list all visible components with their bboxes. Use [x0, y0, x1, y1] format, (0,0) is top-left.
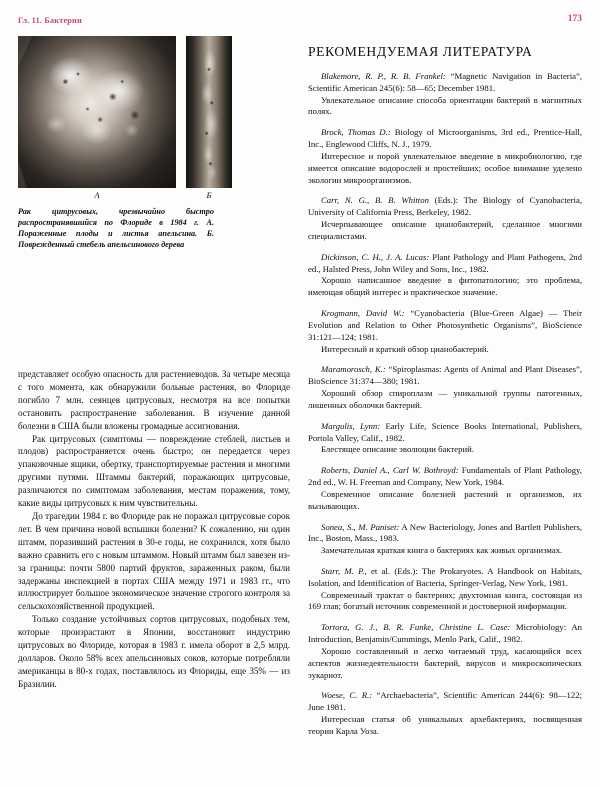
body-paragraph: Только создание устойчивых сортов цитрусовых, подобных тем, которые произрастают в Японии, восстановит индустрию цитрусовых во Флориде, которая в 1983 г. имела оборот в 2,5 млрд. долларов. Около 58% всех апельсиновых соков, которые потребляли американцы в 80-х годах, поставлялось из Флориды, еще 35% — из Бразилии.	[18, 614, 290, 689]
bibliography-entry	[308, 566, 582, 613]
left-column	[18, 36, 290, 251]
bibliography-citation	[308, 71, 582, 95]
bibliography-annotation: Интересный и краткий обзор цианобактерий.	[321, 343, 489, 354]
bibliography-citation	[308, 252, 582, 276]
bibliography-source: “Magnetic Navigation in Bacteria”, Scientific American 245(6): 58—65; December 1981.	[308, 71, 582, 93]
bibliography-citation	[308, 421, 582, 445]
bibliography-annotation: Исчерпывающее описание цианобактерий, сделанное многими специалистами.	[308, 219, 582, 241]
bibliography-annotation: Хороший обзор спироплазм — уникальной группы патогенных, лишенных оболочки бактерий.	[308, 388, 582, 410]
bibliography-authors: Dickinson, C. H., J. A. Lucas:	[321, 251, 430, 262]
bibliography-citation	[308, 622, 582, 646]
bibliography-entry	[308, 252, 582, 299]
bibliography-source: et al. (Eds.): The Prokaryotes. A Handbook on Habitats, Isolation, and Identification of Bacteria, Springer-Verlag, New York, 1981.	[308, 565, 582, 588]
bibliography-annotation: Хорошо составленный и легко читаемый труд, касающийся всех аспектов жизнедеятельности бактерий, вирусов и микроскопических эукариот.	[308, 645, 582, 680]
bibliography-entry	[308, 127, 582, 186]
photo-diseased-orange-fruit	[18, 36, 176, 188]
bibliography-annotation: Интересное и порой увлекательное введение в микробиологию, где имеется описание водорослей и простейших; особое внимание уделено экологии микроорганизмов.	[308, 150, 582, 185]
bibliography-source: Early Life, Science Books International, Publishers, Portola Valley, Calif., 1982.	[308, 420, 583, 443]
bibliography-citation	[308, 566, 582, 590]
plate-label-b: Б	[206, 190, 212, 200]
bibliography-entry	[308, 522, 582, 557]
bibliography-authors: Roberts, Daniel A., Carl W. Bothroyd:	[321, 465, 459, 476]
bibliography-entry	[308, 308, 582, 355]
figure-caption: Рак цитрусовых, чрезвычайно быстро распространявшийся по Флориде в 1984 г. А. Пораженные плоды и листья апельсина. Б. Поврежденный стебель апельсинового дерева	[18, 207, 214, 249]
bibliography-entry	[308, 690, 582, 737]
bibliography-authors: Tortora, G. J., B. R. Funke, Christine L. Case:	[321, 622, 511, 633]
figure-label-row	[18, 188, 290, 200]
bibliography-source: “Spiroplasmas: Agents of Animal and Plant Diseases”, BioScience 31:374—380; 1981.	[308, 364, 583, 387]
bibliography-citation	[308, 465, 582, 489]
bibliography-authors: Margulis, Lynn:	[321, 420, 381, 431]
bibliography-entry	[308, 622, 582, 681]
bibliography-source: Plant Pathology and Plant Pathogens, 2nd ed., Halsted Press, John Wiley and Sons, Inc., 1982.	[308, 251, 582, 274]
bibliography-entry	[308, 71, 582, 118]
figure-plate-row	[18, 36, 290, 188]
bibliography-authors: Blakemore, R. P., R. B. Frankel:	[321, 71, 446, 81]
running-head: Гл. 11. Бактерии	[18, 16, 82, 25]
body-paragraph: представляет особую опасность для растениеводов. За четыре месяца с того момента, как обнаружили больные растения, во Флориде погибло 7 млн. сеянцев цитрусовых, несмотря на все попытки остановить распространение заболевания. В изучение данной болезни в США были вложены громадные ассигнования.	[18, 369, 290, 431]
bibliography-authors: Starr, M. P.,	[321, 565, 367, 576]
bibliography-citation	[308, 364, 582, 388]
photo-damaged-orange-stem	[186, 36, 232, 188]
bibliography-citation	[308, 522, 582, 546]
page-number: 173	[567, 14, 582, 24]
bibliography-citation	[308, 127, 582, 151]
bibliography-annotation: Современное описание болезней растений и организмов, их вызывающих.	[308, 488, 582, 511]
bibliography-entry	[308, 364, 582, 411]
bibliography-authors: Brock, Thomas D.:	[321, 127, 391, 138]
bibliography-annotation: Замечательная краткая книга о бактериях как живых организмах.	[321, 545, 563, 556]
bibliography-source: “Archaebacteria”, Scientific American 244(6): 98—122; June 1981.	[308, 690, 583, 713]
bibliography-source: Biology of Microorganisms, 3rd ed., Prentice-Hall, Inc., Englewood Cliffs, N. J., 1979.	[308, 127, 582, 150]
body-paragraph: До трагедии 1984 г. во Флориде рак не поражал цитрусовые сорок лет. В чем причина новой вспышки болезни? К сожалению, ни один штамм, поразивший растения в 30-е годы, не сохранился, хотя было важно сравнить его с новым штаммом. Новый штамм был завезен из-за границы: почти 5800 партий фруктов, зараженных раком, были задержаны инспекцией в портах США между 1971 и 1983 гг., что иллюстрирует большое экономическое значение строгого контроля за сельскохозяйственной продукцией.	[18, 510, 290, 612]
bibliography-entry	[308, 195, 582, 242]
bibliography-citation	[308, 308, 582, 343]
right-column	[308, 44, 582, 747]
bibliography-authors: Maramorosch, K.:	[321, 364, 386, 375]
bibliography-authors: Krogmann, David W.:	[321, 308, 405, 319]
bibliography-annotation: Блестящее описание эволюции бактерий.	[321, 444, 474, 455]
body-text	[18, 368, 290, 691]
bibliography-source: A New Bacteriology, Jones and Bartlett Publishers, Inc., Boston, Mass., 1983.	[308, 521, 582, 544]
bibliography-list	[308, 71, 582, 738]
bibliography-source: (Eds.): The Biology of Cyanobacteria, University of California Press, Berkeley, 1982.	[308, 195, 582, 218]
body-paragraph: Рак цитрусовых (симптомы — повреждение стеблей, листьев и плодов) распространяется очень быстро; он передается через упаковочные ящики, обертку, транспортируемые растения и многими другими путями. Штаммы бактерий, поражающих цитрусовые, различаются по симптомам заболевания, местам поражения, тому, какие виды цитрусовых к ним чувствительны.	[18, 433, 290, 509]
bibliography-annotation: Хорошо написанное введение в фитопатологию; это проблема, имеющая общий интерес и практическое значение.	[308, 275, 582, 298]
bibliography-citation	[308, 195, 582, 219]
bibliography-authors: Sonea, S., M. Paniset:	[321, 521, 400, 532]
bibliography-heading: РЕКОМЕНДУЕМАЯ ЛИТЕРАТУРА	[308, 44, 533, 59]
plate-label-a: А	[94, 190, 100, 200]
bibliography-annotation: Современный трактат о бактериях; двухтомная книга, состоящая из 169 глав; богатый источник современной и достоверной информации.	[308, 589, 582, 612]
bibliography-source: “Cyanobacteria (Blue-Green Algae) — Their Evolution and Relation to Other Photosynthetic Organisms”, BioScience 31:121—124; 1981.	[308, 308, 582, 342]
bibliography-authors: Carr, N. G., B. B. Whitton	[321, 195, 429, 206]
bibliography-annotation: Увлекательное описание способа ориентации бактерий в магнитных полях.	[308, 94, 582, 117]
bibliography-source: Microbiology: An Introduction, Benjamin/Cummings, Menlo Park, Calif., 1982.	[308, 622, 582, 645]
bibliography-citation	[308, 690, 582, 714]
bibliography-annotation: Интересная статья об уникальных архебактериях, посвященная теории Карла Уоза.	[308, 714, 582, 736]
bibliography-entry	[308, 465, 582, 512]
bibliography-source: Fundamentals of Plant Pathology, 2nd ed., W. H. Freeman and Company, New York, 1984.	[308, 465, 582, 488]
figure-citrus-canker	[18, 36, 290, 251]
bibliography-entry	[308, 421, 582, 456]
bibliography-authors: Woese, C. R.:	[321, 690, 373, 701]
